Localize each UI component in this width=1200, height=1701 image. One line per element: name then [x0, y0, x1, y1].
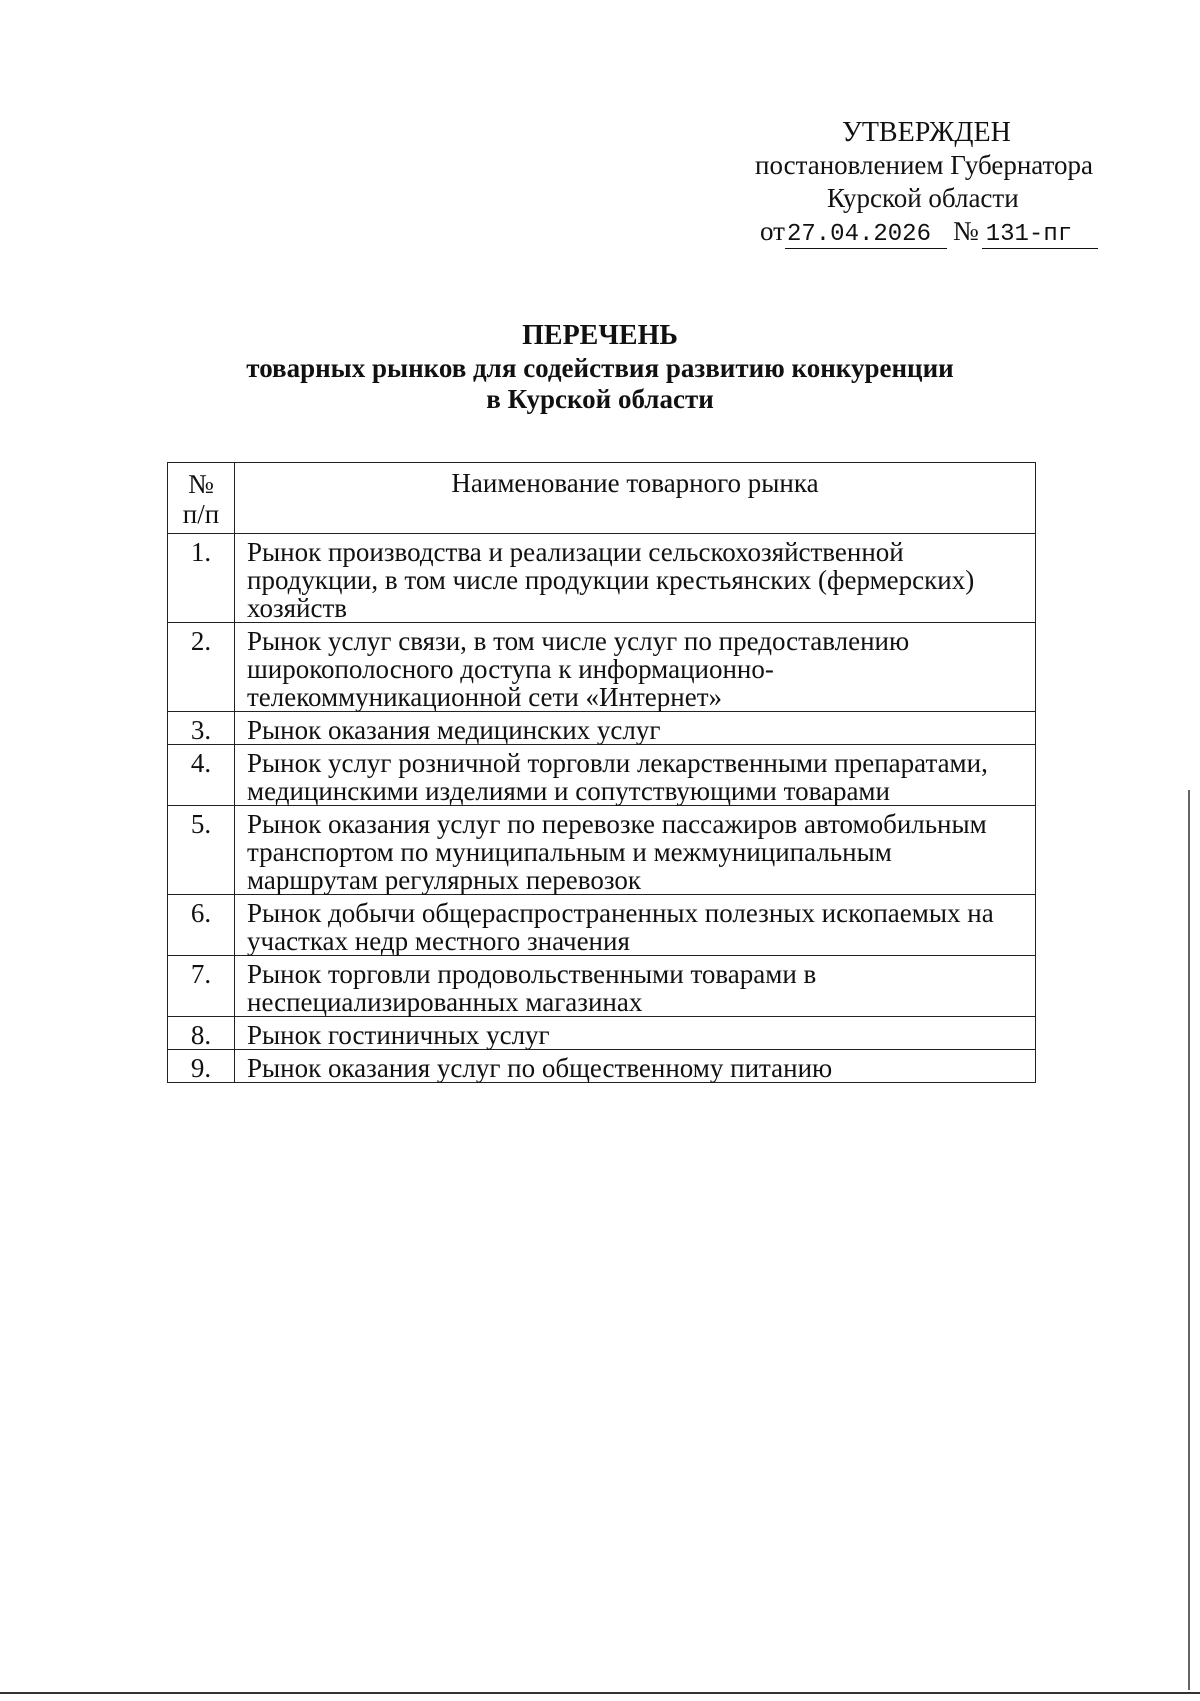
- header-number: [168, 463, 235, 534]
- table-row: [168, 623, 1036, 712]
- scan-edge-line-bottom: [0, 1692, 1200, 1694]
- row-number: 5.: [168, 806, 235, 895]
- title-subtitle-line2: в Курской области: [486, 384, 714, 414]
- row-market-name: Рынок оказания услуг по перевозке пассажиров автомобильным транспортом по муниципальным и межмуниципальным маршрутам регулярных перевозок: [235, 806, 1036, 895]
- row-number: 3.: [168, 712, 235, 745]
- title-main: ПЕРЕЧЕНЬ: [522, 320, 678, 351]
- row-number: 4.: [168, 745, 235, 806]
- row-market-name: Рынок добычи общераспространенных полезных ископаемых на участках недр местного значения: [235, 895, 1036, 956]
- row-market-name: Рынок производства и реализации сельскохозяйственной продукции, в том числе продукции крестьянских (фермерских) хозяйств: [235, 534, 1036, 623]
- approved-label: УТВЕРЖДЕН: [842, 117, 1011, 148]
- from-label: от: [760, 216, 785, 246]
- title-subtitle-line1: товарных рынков для содействия развитию конкуренции: [246, 353, 954, 383]
- row-number: 7.: [168, 956, 235, 1017]
- header-number-sign: №: [188, 469, 214, 499]
- table-row: [168, 534, 1036, 623]
- table-row: [168, 956, 1036, 1017]
- row-market-name: Рынок услуг связи, в том числе услуг по предоставлению широкополосного доступа к информационно-телекоммуникационной сети «Интернет»: [235, 623, 1036, 712]
- table-row: [168, 712, 1036, 745]
- row-market-name: Рынок торговли продовольственными товарами в неспециализированных магазинах: [235, 956, 1036, 1017]
- row-number: 1.: [168, 534, 235, 623]
- table-row: [168, 745, 1036, 806]
- decree-reference: [700, 215, 1140, 249]
- row-number: 9.: [168, 1050, 235, 1083]
- markets-table: [167, 462, 1036, 1083]
- row-number: 6.: [168, 895, 235, 956]
- number-sign: №: [952, 216, 979, 246]
- region-line: Курской области: [827, 183, 1019, 213]
- scan-edge-line-right: [1188, 790, 1190, 1690]
- document-title: [150, 320, 1050, 415]
- row-market-name: Рынок гостиничных услуг: [235, 1017, 1036, 1050]
- decree-number: 131-пг: [982, 222, 1098, 249]
- row-market-name: Рынок услуг розничной торговли лекарственными препаратами, медицинскими изделиями и сопутствующими товарами: [235, 745, 1036, 806]
- table-row: [168, 1017, 1036, 1050]
- row-market-name: Рынок оказания медицинских услуг: [235, 712, 1036, 745]
- row-market-name: Рынок оказания услуг по общественному питанию: [235, 1050, 1036, 1083]
- table-header-row: [168, 463, 1036, 534]
- approved-by-line: постановлением Губернатора: [755, 150, 1093, 180]
- decree-date: 27.04.2026: [785, 222, 947, 249]
- header-market-name: Наименование товарного рынка: [235, 463, 1036, 534]
- table-row: [168, 895, 1036, 956]
- header-number-pp: п/п: [182, 499, 220, 529]
- approval-stamp: [700, 116, 1140, 249]
- row-number: 2.: [168, 623, 235, 712]
- row-number: 8.: [168, 1017, 235, 1050]
- table-row: [168, 1050, 1036, 1083]
- table-row: [168, 806, 1036, 895]
